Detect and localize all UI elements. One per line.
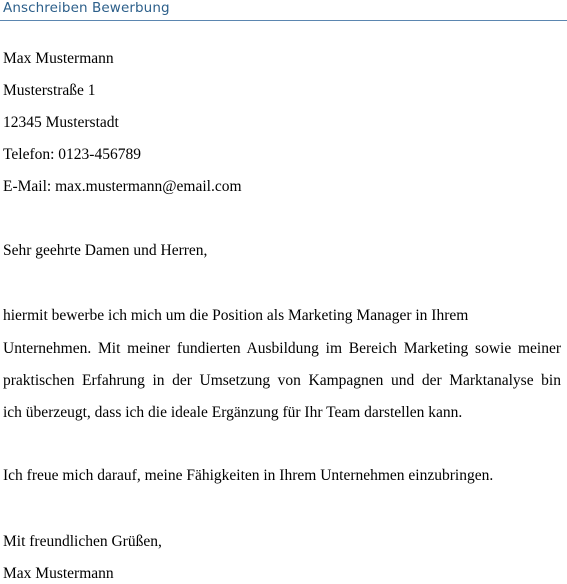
header-divider <box>0 20 567 21</box>
paragraph-2: Ich freue mich darauf, meine Fähigkeiten in Ihrem Unternehmen einzubringen. <box>3 467 494 484</box>
signature-name: Max Mustermann <box>3 565 114 582</box>
paragraph-1-line: praktischen Erfahrung in der Umsetzung von Kampagnen und der Marktanalyse bin <box>3 372 561 389</box>
sender-name: Max Mustermann <box>3 50 114 67</box>
salutation: Sehr geehrte Damen und Herren, <box>3 242 208 259</box>
sender-street: Musterstraße 1 <box>3 82 96 99</box>
paragraph-1-line: Unternehmen. Mit meiner fundierten Ausbildung im Bereich Marketing sowie meiner <box>3 340 561 357</box>
document-header-title: Anschreiben Bewerbung <box>3 0 170 16</box>
paragraph-1-line: ich überzeugt, dass ich die ideale Ergänzung für Ihr Team darstellen kann. <box>3 404 463 421</box>
sender-city: 12345 Musterstadt <box>3 114 119 131</box>
paragraph-1-line: hiermit bewerbe ich mich um die Position als Marketing Manager in Ihrem <box>3 307 469 324</box>
sender-email: E-Mail: max.mustermann@email.com <box>3 178 242 195</box>
closing-greeting: Mit freundlichen Grüßen, <box>3 533 162 550</box>
sender-phone: Telefon: 0123-456789 <box>3 146 141 163</box>
